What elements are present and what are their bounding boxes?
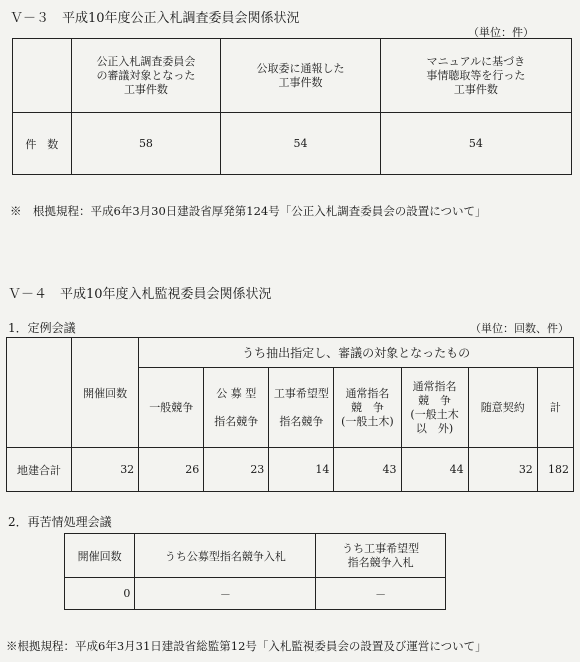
section3-header-2: 公取委に通報した 工事件数 [221, 39, 381, 113]
section3-value-3: 54 [380, 113, 571, 175]
section3-header-3: マニュアルに基づき 事情聴取等を行った 工事件数 [380, 39, 571, 113]
col-kaisai: 開催回数 [72, 338, 139, 448]
section3-table [12, 38, 572, 175]
col-tsujo-doboku: 通常指名 競 争 (一般土木) [334, 368, 401, 448]
section3-header-1: 公正入札調査委員会 の審議対象となった 工事件数 [71, 39, 221, 113]
sub2-header-koubo: うち公募型指名競争入札 [135, 534, 316, 578]
value-tsujo-igai: 44 [401, 448, 468, 492]
col-total: 計 [537, 368, 573, 448]
col-tsujo-igai: 通常指名 競 争 (一般土木 以 外) [401, 368, 468, 448]
section3-row-label: 件 数 [13, 113, 72, 175]
group-header: うち抽出指定し、審議の対象となったもの [139, 338, 574, 368]
value-zuii: 32 [468, 448, 537, 492]
value-tsujo-doboku: 43 [334, 448, 401, 492]
value-ippan: 26 [139, 448, 204, 492]
col-ippan: 一般競争 [139, 368, 204, 448]
section3-value-2: 54 [221, 113, 381, 175]
value-kouji-kibou: 14 [269, 448, 334, 492]
value-kaisai: 32 [72, 448, 139, 492]
col-koubo: 公 募 型 指名競争 [204, 368, 269, 448]
teirei-table [6, 337, 574, 492]
sub2-header-kaisai: 開催回数 [65, 534, 135, 578]
sub1-unit: （単位：回数、件） [470, 322, 569, 335]
sub2-header-kouji-kibou: うち工事希望型 指名競争入札 [316, 534, 446, 578]
saikujo-table [64, 533, 446, 610]
value-total: 182 [537, 448, 573, 492]
col-zuii: 随意契約 [468, 368, 537, 448]
col-kouji-kibou: 工事希望型 指名競争 [269, 368, 334, 448]
section3-value-1: 58 [71, 113, 221, 175]
sub2-title: 2．再苦情処理会議 [8, 515, 112, 529]
value-koubo: 23 [204, 448, 269, 492]
section4-note: ※根拠規程：平成6年3月31日建設省総監第12号「入札監視委員会の設置及び運営について」 [6, 639, 487, 653]
row-label-chiken: 地建合計 [7, 448, 72, 492]
section3-unit: （単位：件） [468, 26, 534, 39]
section3-corner-cell [13, 39, 72, 113]
sub2-value-kouji-kibou: － [316, 578, 446, 610]
sub2-value-kaisai: 0 [65, 578, 135, 610]
sub2-value-koubo: － [135, 578, 316, 610]
section3-note: ※ 根拠規程：平成6年3月30日建設省厚発第124号「公正入札調査委員会の設置について」 [10, 204, 487, 218]
section4-title: Ｖ－４ 平成10年度入札監視委員会関係状況 [8, 287, 272, 302]
section3-title: Ｖ－３ 平成10年度公正入札調査委員会関係状況 [10, 11, 300, 26]
teirei-corner-cell [7, 338, 72, 448]
sub1-title: 1．定例会議 [8, 321, 76, 335]
